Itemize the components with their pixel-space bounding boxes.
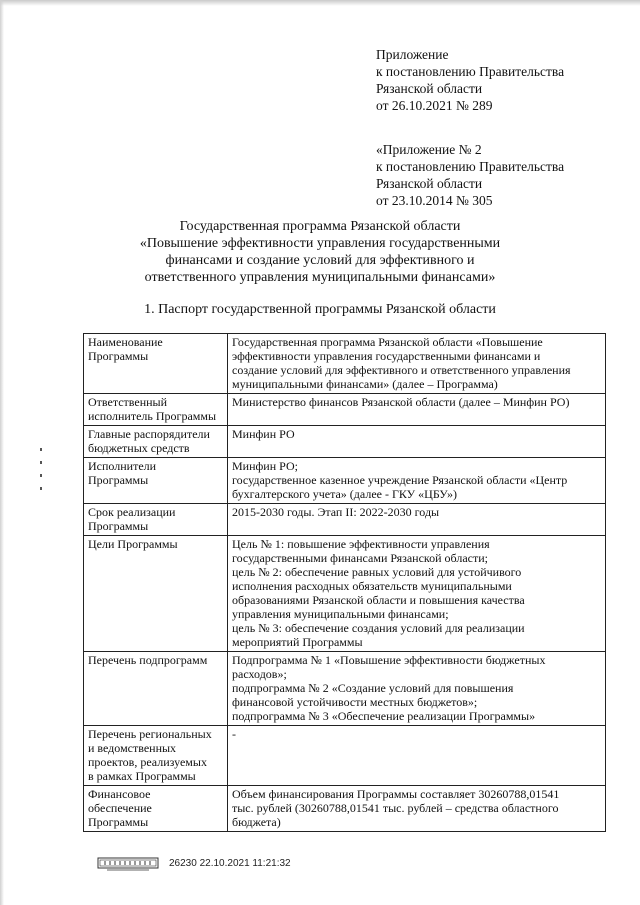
passport-label-cell: [84, 786, 228, 832]
passport-value-line: Министерство финансов Рязанской области (далее – Минфин РО): [232, 395, 570, 409]
program-title: [60, 218, 580, 286]
appendix-line: от 23.10.2014 № 305: [376, 193, 493, 208]
passport-label-cell: [84, 726, 228, 786]
passport-row: [84, 458, 606, 504]
passport-value-line: Цель № 1: повышение эффективности управления: [232, 537, 490, 551]
passport-value-line: бюджета): [232, 815, 281, 829]
passport-value-line: образованиями Рязанской области и повышения качества: [232, 593, 525, 607]
passport-value-cell: [228, 426, 606, 458]
passport-label-line: исполнитель Программы: [88, 409, 217, 423]
scan-top-edge: [0, 0, 640, 6]
passport-value-cell: [228, 652, 606, 726]
passport-label-line: бюджетных средств: [88, 441, 190, 455]
passport-value-cell: [228, 394, 606, 426]
appendix-current-block: [376, 46, 564, 114]
program-title-line: ответственного управления муниципальными финансами»: [144, 270, 496, 285]
passport-value-cell: [228, 458, 606, 504]
passport-value-line: создание условий для эффективного и ответственного управления: [232, 363, 571, 377]
passport-label-line: Перечень региональных: [88, 727, 212, 741]
passport-value-line: расходов»;: [232, 667, 287, 681]
passport-value-line: Минфин РО: [232, 427, 295, 441]
program-title-line: финансами и создание условий для эффективного и: [165, 253, 475, 268]
passport-label-line: Главные распорядители: [88, 427, 210, 441]
passport-value-line: государственными финансами Рязанской области;: [232, 551, 489, 565]
passport-row: [84, 652, 606, 726]
passport-table-body: [84, 334, 606, 832]
passport-value-line: бухгалтерского учета» (далее - ГКУ «ЦБУ»): [232, 487, 458, 501]
passport-row: [84, 504, 606, 536]
passport-row: [84, 334, 606, 394]
passport-value-line: муниципальными финансами» (далее – Программа): [232, 377, 498, 391]
registration-number: 26230 22.10.2021 11:21:32: [169, 857, 291, 869]
passport-value-line: цель № 3: обеспечение создания условий для реализации: [232, 621, 525, 635]
passport-value-line: Государственная программа Рязанской области «Повышение: [232, 335, 543, 349]
passport-label-line: Программы: [88, 473, 149, 487]
passport-label-cell: [84, 504, 228, 536]
appendix-original-block: [376, 141, 564, 209]
passport-value-line: -: [232, 727, 236, 741]
passport-label-line: Программы: [88, 519, 149, 533]
passport-value-line: исполнения расходных обязательств муниципальными: [232, 579, 512, 593]
passport-label-line: обеспечение: [88, 801, 152, 815]
passport-label-line: Цели Программы: [88, 537, 178, 551]
passport-value-cell: [228, 504, 606, 536]
section-heading: 1. Паспорт государственной программы Рязанской области: [144, 302, 496, 317]
program-title-line: «Повышение эффективности управления государственными: [139, 236, 501, 251]
passport-value-line: подпрограмма № 3 «Обеспечение реализации Программы»: [232, 709, 536, 723]
document-footer: [97, 852, 291, 874]
passport-label-line: Финансовое: [88, 787, 151, 801]
passport-value-cell: [228, 536, 606, 652]
passport-value-line: эффективности управления государственными финансами и: [232, 349, 541, 363]
passport-row: [84, 426, 606, 458]
passport-value-line: финансовой устойчивости местных бюджетов»;: [232, 695, 478, 709]
passport-value-line: подпрограмма № 2 «Создание условий для повышения: [232, 681, 514, 695]
passport-value-line: тыс. рублей (30260788,01541 тыс. рублей – средства областного: [232, 801, 559, 815]
passport-label-cell: [84, 458, 228, 504]
passport-label-line: в рамках Программы: [88, 769, 196, 783]
passport-value-line: Подпрограмма № 1 «Повышение эффективности бюджетных: [232, 653, 546, 667]
passport-value-cell: [228, 726, 606, 786]
passport-row: [84, 786, 606, 832]
passport-value-cell: [228, 334, 606, 394]
passport-value-line: Минфин РО;: [232, 459, 298, 473]
government-stamp-icon: [97, 854, 159, 872]
program-title-line: Государственная программа Рязанской области: [179, 219, 461, 234]
passport-label-line: Программы: [88, 815, 149, 829]
passport-label-cell: [84, 426, 228, 458]
passport-value-cell: [228, 786, 606, 832]
passport-value-line: цель № 2: обеспечение равных условий для устойчивого: [232, 565, 522, 579]
passport-label-line: Ответственный: [88, 395, 168, 409]
passport-value-line: управления муниципальными финансами;: [232, 607, 449, 621]
passport-label-line: Срок реализации: [88, 505, 176, 519]
passport-label-line: Исполнители: [88, 459, 157, 473]
appendix-line: Приложение: [376, 47, 449, 62]
passport-label-cell: [84, 652, 228, 726]
appendix-line: Рязанской области: [376, 176, 483, 191]
appendix-line: к постановлению Правительства: [376, 159, 565, 174]
scan-left-edge: [0, 0, 4, 905]
passport-value-line: 2015-2030 годы. Этап II: 2022-2030 годы: [232, 505, 440, 519]
appendix-line: «Приложение № 2: [376, 142, 482, 157]
appendix-line: к постановлению Правительства: [376, 64, 565, 79]
passport-row: [84, 726, 606, 786]
passport-label-line: и ведомственных: [88, 741, 177, 755]
passport-value-line: мероприятий Программы: [232, 635, 363, 649]
passport-table: [83, 333, 606, 832]
appendix-line: Рязанской области: [376, 81, 483, 96]
passport-label-line: Перечень подпрограмм: [88, 653, 208, 667]
passport-row: [84, 394, 606, 426]
passport-label-line: проектов, реализуемых: [88, 755, 207, 769]
passport-label-cell: [84, 394, 228, 426]
passport-label-line: Наименование: [88, 335, 163, 349]
passport-value-line: Объем финансирования Программы составляет 30260788,01541: [232, 787, 560, 801]
passport-value-line: государственное казенное учреждение Рязанской области «Центр: [232, 473, 568, 487]
passport-label-cell: [84, 334, 228, 394]
scan-edge-marks: [40, 448, 44, 508]
appendix-line: от 26.10.2021 № 289: [376, 98, 493, 113]
passport-label-line: Программы: [88, 349, 149, 363]
passport-row: [84, 536, 606, 652]
passport-label-cell: [84, 536, 228, 652]
